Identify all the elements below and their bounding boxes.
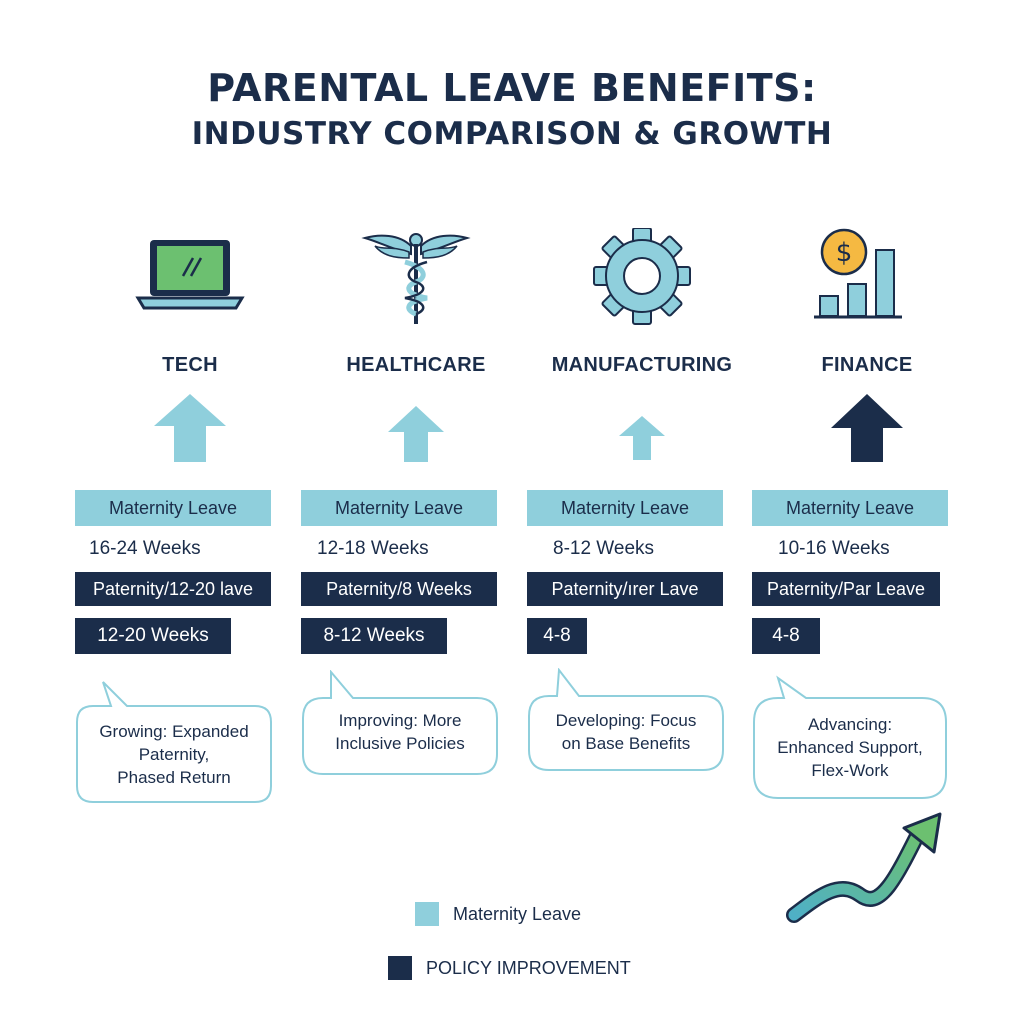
industry-name: MANUFACTURING [551,354,733,376]
paternity-leave-label: Paternity/Par Leave [752,572,940,606]
laptop-icon [75,228,305,328]
legend-swatch [388,956,412,980]
outlook-text: Growing: Expanded Paternity, Phased Return [99,722,249,787]
maternity-leave-label: Maternity Leave [527,490,723,526]
paternity-weeks: 4-8 [752,618,820,654]
paternity-weeks: 4-8 [527,618,587,654]
paternity-weeks: 8-12 Weeks [301,618,447,654]
industry-column-healthcare [301,0,531,1024]
paternity-leave-label: Paternity/8 Weeks [301,572,497,606]
page-subtitle: INDUSTRY COMPARISON & GROWTH [191,116,833,152]
svg-text:$: $ [835,238,853,268]
maternity-leave-label: Maternity Leave [301,490,497,526]
maternity-weeks: 12-18 Weeks [317,538,429,559]
legend-swatch [415,902,439,926]
outlook-text: Improving: More Inclusive Policies [335,711,465,753]
maternity-weeks: 8-12 Weeks [553,538,655,559]
industry-name: FINANCE [821,354,913,376]
up-arrow-icon [527,414,757,462]
legend-item-maternity: Maternity Leave [415,902,581,926]
growth-trend-arrow-icon [780,800,950,930]
paternity-leave-label: Paternity/ırer Lave [527,572,723,606]
maternity-leave-label: Maternity Leave [75,490,271,526]
page-title: PARENTAL LEAVE BENEFITS: [207,66,817,110]
up-arrow-icon [301,404,531,464]
paternity-weeks: 12-20 Weeks [75,618,231,654]
up-arrow-icon [752,392,982,464]
caduceus-icon [301,228,531,328]
up-arrow-icon [75,392,305,464]
industry-name: TECH [162,354,218,376]
industry-column-tech [75,0,305,1024]
paternity-leave-label: Paternity/12-20 lave [75,572,271,606]
maternity-leave-label: Maternity Leave [752,490,948,526]
industry-column-manufacturing [527,0,757,1024]
outlook-text: Developing: Focus on Base Benefits [555,711,697,753]
maternity-weeks: 16-24 Weeks [89,538,201,559]
outlook-text: Advancing: Enhanced Support, Flex-Work [777,715,923,780]
legend-item-policy: POLICY IMPROVEMENT [388,956,631,980]
maternity-weeks: 10-16 Weeks [778,538,890,559]
dollar-bar-chart-icon [752,228,982,328]
gear-icon [527,228,757,328]
industry-name: HEALTHCARE [346,354,486,376]
